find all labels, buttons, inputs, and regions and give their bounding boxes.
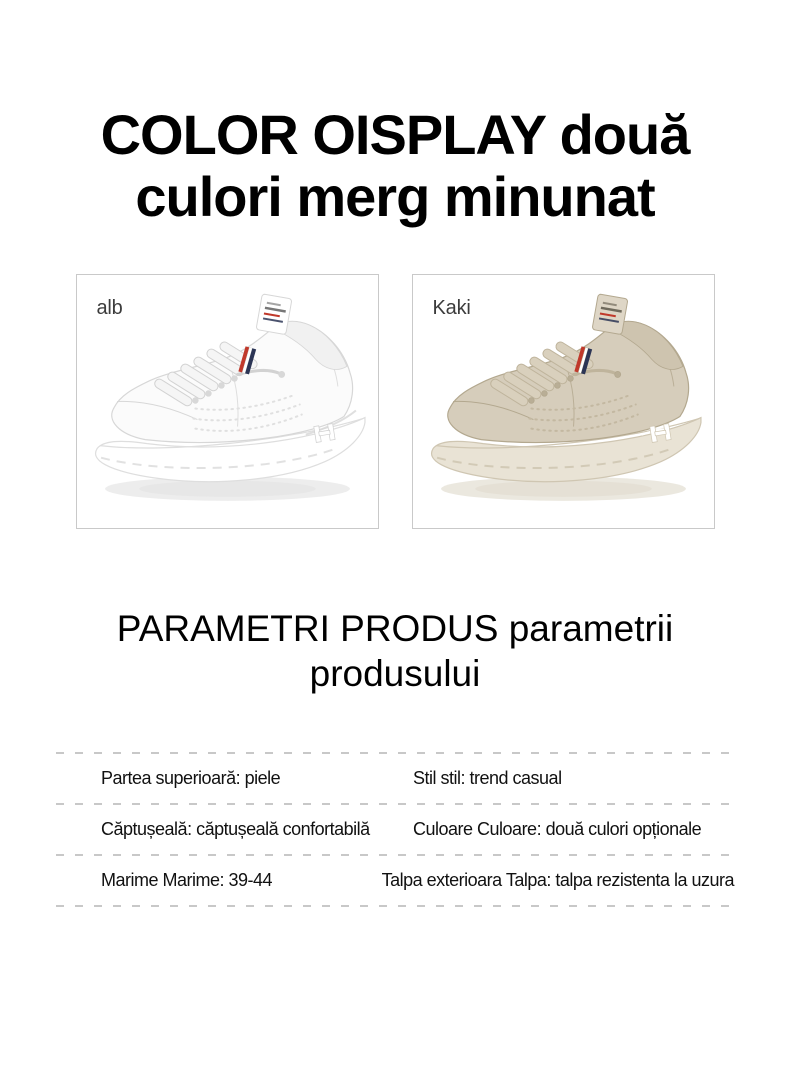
param-row-2: [56, 805, 734, 854]
shoe-upper: [111, 321, 352, 442]
tongue-label: [592, 294, 628, 335]
param-upper: Partea superioară: piele: [101, 768, 281, 788]
product-images-row: [76, 274, 715, 529]
tongue-label: [256, 294, 292, 335]
dashed-divider: [56, 905, 734, 907]
param-row-1: [56, 754, 734, 803]
param-outsole: Talpa exterioara Talpa: talpa rezistenta la uzura: [381, 870, 734, 890]
page-title: COLOR OISPLAY două culori merg minunat: [100, 103, 690, 228]
param-size: Marime Marime: 39-44: [101, 870, 273, 890]
params-section-title: PARAMETRI PRODUS parametrii produsului: [116, 608, 674, 694]
param-row-3: [56, 856, 734, 905]
params-table: [56, 752, 734, 907]
param-color: Culoare Culoare: două culori opționale: [413, 819, 702, 839]
color-label-kaki: Kaki: [432, 297, 471, 319]
product-card-kaki: [412, 274, 715, 529]
param-style: Stil stil: trend casual: [413, 768, 562, 788]
param-lining: Căptușeală: căptușeală confortabilă: [101, 819, 370, 839]
color-label-alb: alb: [96, 297, 123, 319]
product-card-alb: [76, 274, 379, 529]
shoe-upper: [447, 321, 688, 442]
